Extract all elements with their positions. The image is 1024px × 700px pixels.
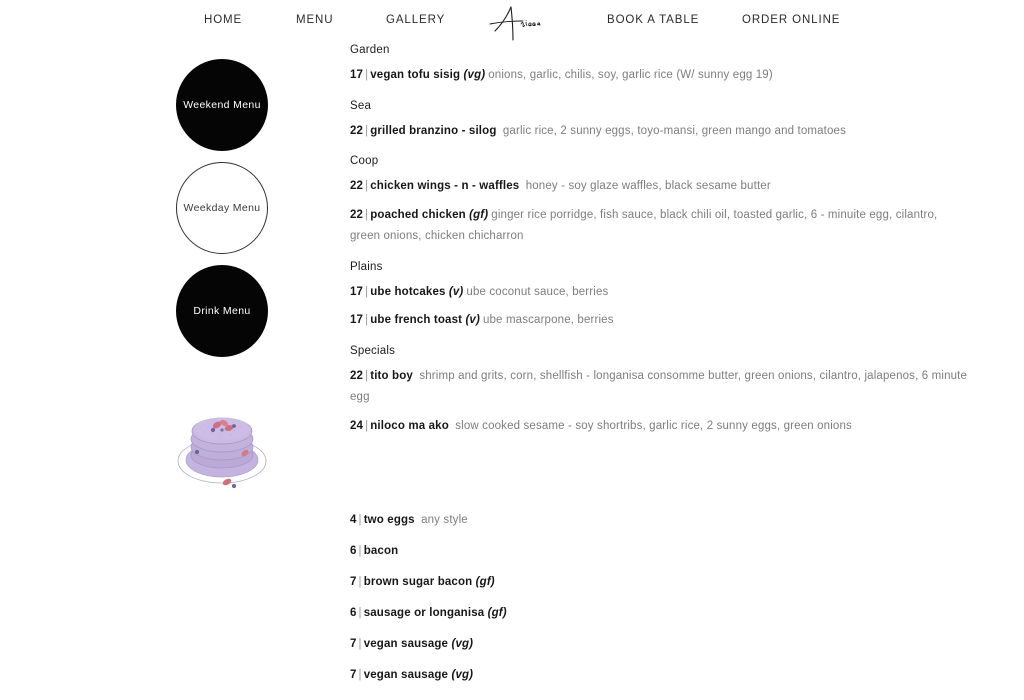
item-dietary-tag: (gf) <box>469 208 489 221</box>
item-name: poached chicken <box>370 208 466 221</box>
item-dietary-tag: (gf) <box>487 607 507 619</box>
menu-item <box>350 416 970 438</box>
item-price: 7 <box>350 576 357 588</box>
item-name: brown sugar bacon <box>363 576 473 588</box>
nav-link-book-a-table[interactable]: BOOK A TABLE <box>607 14 700 26</box>
menu-item <box>350 205 970 248</box>
item-dietary-tag: (gf) <box>475 576 495 588</box>
section-heading: Garden <box>350 44 390 56</box>
menu-circle-label: Weekday Menu <box>183 202 261 214</box>
item-name: vegan tofu sisig <box>370 69 461 81</box>
menu-circle-weekday-menu[interactable] <box>176 162 268 254</box>
menu-item <box>350 603 970 625</box>
nav-link-menu[interactable]: MENU <box>296 14 334 26</box>
menu-section-sides <box>350 510 970 687</box>
menu-item <box>350 310 970 332</box>
item-name: chicken wings - n - waffles <box>370 180 520 192</box>
item-separator: | <box>365 285 369 298</box>
item-description <box>495 576 498 588</box>
item-separator: | <box>358 576 362 588</box>
item-name: vegan sausage <box>363 669 449 681</box>
item-separator: | <box>365 369 369 382</box>
item-price: 24 <box>350 419 364 432</box>
section-heading: Specials <box>350 344 396 357</box>
item-dietary-tag: (vg) <box>451 669 474 681</box>
item-description: ube mascarpone, berries <box>482 314 614 326</box>
item-description: onions, garlic, chilis, soy, garlic rice (W/ sunny egg 19) <box>488 69 773 81</box>
menu-section-coop <box>350 155 970 248</box>
brand-logo-icon[interactable] <box>483 0 555 44</box>
item-separator: | <box>358 607 362 619</box>
menu-circle-label: Weekend Menu <box>183 99 261 111</box>
section-spacer <box>350 450 970 510</box>
item-separator: | <box>365 314 369 326</box>
item-name: ube french toast <box>370 314 463 326</box>
item-price: 6 <box>350 607 357 619</box>
menu-circle-label: Drink Menu <box>193 305 251 317</box>
item-dietary-tag: (vg) <box>463 69 486 81</box>
item-price: 17 <box>350 314 364 326</box>
menu-section-sea <box>350 100 970 143</box>
item-separator: | <box>365 208 369 221</box>
item-name: grilled branzino - silog <box>370 124 497 137</box>
item-price: 22 <box>350 124 364 137</box>
item-name: ube hotcakes <box>370 285 446 298</box>
nav-link-home[interactable]: HOME <box>204 14 243 26</box>
item-name: niloco ma ako <box>370 419 449 432</box>
item-name: bacon <box>363 545 399 557</box>
menu-section-specials <box>350 345 970 438</box>
item-price: 7 <box>350 638 357 650</box>
page-body <box>0 44 1024 681</box>
menu-item <box>350 176 970 198</box>
menu-item <box>350 366 970 409</box>
item-dietary-tag: (v) <box>465 314 480 326</box>
item-price: 22 <box>350 369 364 382</box>
menu-item <box>350 665 970 687</box>
menu-item <box>350 121 970 143</box>
item-dietary-tag: (vg) <box>451 638 474 650</box>
item-dietary-tag: (v) <box>448 285 464 298</box>
item-description: any style <box>421 514 468 526</box>
item-price: 22 <box>350 208 364 221</box>
menu-item <box>350 282 970 304</box>
menu-section-plains <box>350 261 970 332</box>
item-name: vegan sausage <box>363 638 449 650</box>
item-price: 22 <box>350 180 364 192</box>
menu-section-garden <box>350 44 970 87</box>
item-name: tito boy <box>370 369 413 382</box>
item-description: slow cooked sesame - soy shortribs, garlic rice, 2 sunny eggs, green onions <box>455 419 852 432</box>
item-description <box>473 638 476 650</box>
item-description: ginger rice porridge, fish sauce, black chili oil, toasted garlic, 6 - minuite egg, cilantro, green onions, chicken chicharron <box>350 208 938 242</box>
item-separator: | <box>365 69 369 81</box>
menu-item <box>350 510 970 532</box>
menu-selector-rail <box>176 59 268 506</box>
section-heading: Plains <box>350 260 383 273</box>
item-separator: | <box>358 638 362 650</box>
menu-content <box>350 44 970 700</box>
item-description: shrimp and grits, corn, shellfish - longanisa consomme butter, green onions, cilantro, jalapenos, 6 minute egg <box>350 369 968 403</box>
item-price: 17 <box>350 285 364 298</box>
section-heading: Coop <box>350 155 379 167</box>
top-navigation-bar <box>0 0 1024 44</box>
item-separator: | <box>365 124 369 137</box>
item-separator: | <box>358 514 362 526</box>
menu-item <box>350 572 970 594</box>
item-price: 17 <box>350 69 364 81</box>
menu-circle-drink-menu[interactable] <box>176 265 268 357</box>
item-name: sausage or longanisa <box>363 607 485 619</box>
item-description <box>473 669 476 681</box>
item-description <box>507 607 510 619</box>
menu-item <box>350 65 970 87</box>
item-separator: | <box>358 545 362 557</box>
nav-link-order-online[interactable]: ORDER ONLINE <box>742 14 841 26</box>
item-price: 4 <box>350 514 357 526</box>
menu-circle-weekend-menu[interactable] <box>176 59 268 151</box>
item-price: 6 <box>350 545 357 557</box>
item-separator: | <box>365 419 369 432</box>
menu-item <box>350 541 970 563</box>
item-price: 7 <box>350 669 357 681</box>
item-separator: | <box>365 180 369 192</box>
ube-hotcakes-illustration-icon <box>170 397 274 501</box>
item-description <box>398 545 401 557</box>
item-name: two eggs <box>363 514 415 526</box>
section-heading: Sea <box>350 99 372 112</box>
nav-link-gallery[interactable]: GALLERY <box>386 14 446 26</box>
item-description: garlic rice, 2 sunny eggs, toyo-mansi, green mango and tomatoes <box>502 124 847 137</box>
item-description: honey - soy glaze waffles, black sesame butter <box>525 180 771 192</box>
item-description: ube coconut sauce, berries <box>466 285 609 298</box>
item-separator: | <box>358 669 362 681</box>
menu-item <box>350 634 970 656</box>
